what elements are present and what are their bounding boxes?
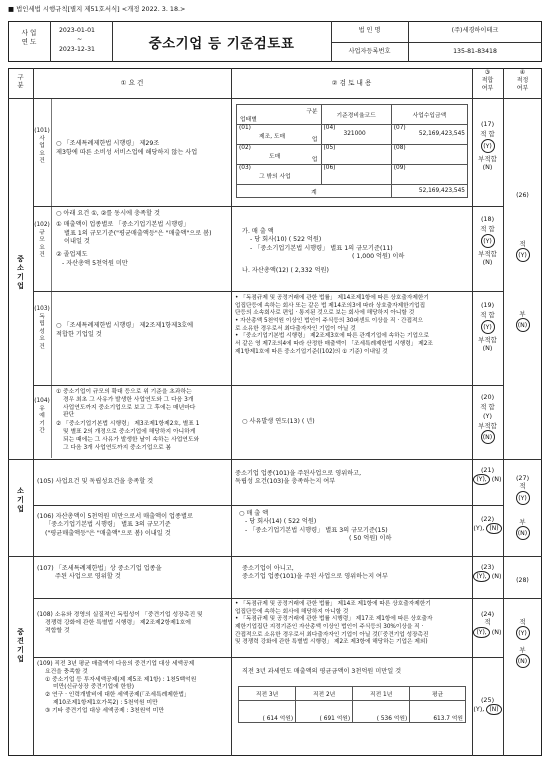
req-line: (109) 직전 3년 평균 매출액이 다음의 중견기업 대상 세액공제 xyxy=(37,661,195,667)
row109-avg-table xyxy=(238,686,466,723)
review-line: 독립성 요건(103)을 충족하는지 여부 xyxy=(235,478,336,486)
req-line: ("평균매출액등"은 "매출액"으로 봄) 이내일 것 xyxy=(45,529,171,537)
fit-no-mark: (N) xyxy=(482,257,493,266)
row109-review-title: 직전 3년 과세연도 매출액의 평균금액이 3천억원 미만일 것 xyxy=(242,668,402,675)
cell-biz: 도매 xyxy=(269,154,281,160)
cell-no: (03) xyxy=(239,165,251,171)
fit-yes-oval: (Y), xyxy=(473,474,489,485)
row107-text xyxy=(37,565,162,582)
judge-circle: (N) xyxy=(516,654,530,668)
table-row xyxy=(237,125,322,145)
review-line: 중소기업이 아니고, xyxy=(242,565,294,572)
table-row xyxy=(237,165,322,185)
section-small: 소 기 업 xyxy=(17,487,24,514)
row101-judge: (26) xyxy=(516,192,529,199)
req-line: ○ 아래 요건 ①, ②를 동시에 충족할 것 xyxy=(56,210,160,217)
row102-judge xyxy=(503,240,542,262)
review-line: • 「독점규제 및 공정거래에 관한 법률 시행령」 제17조 제1항에 따른 상호출자 xyxy=(235,616,433,623)
cell-no: (09) xyxy=(393,165,406,171)
row102-text xyxy=(56,210,230,268)
row104-fit xyxy=(472,393,503,444)
judge-label: 부 xyxy=(519,518,526,526)
cell-rev: 52,169,423,545 xyxy=(418,131,465,137)
cell-no: (02) xyxy=(239,145,251,151)
row109-text xyxy=(37,661,196,716)
review-line: ○ 매 출 액 xyxy=(239,510,269,517)
judge-label: 부 xyxy=(519,646,526,654)
table-row xyxy=(321,145,391,165)
req-line: ① 중소기업 등 투자세액공제(제 제5조 제1항) : 1천5백억원 xyxy=(45,676,197,683)
avg-header: 직전 1년 xyxy=(353,687,410,701)
avg-value: 613.7 억원 xyxy=(433,716,463,722)
review-line: - 「중소기업기본법 시행령」 별표 1의 규모기준(11) xyxy=(250,244,393,252)
fit-yes-label: 적 xyxy=(484,618,491,627)
avg-cell: ( 536 억원) xyxy=(353,701,410,723)
h-rev: 사업수입금액 xyxy=(391,105,467,125)
cell-no: (08) xyxy=(393,145,406,151)
row108-fit xyxy=(472,610,503,638)
row107-review xyxy=(242,565,388,582)
req-line: 제10조제1항제1호가목2) : 5천억원 미만 xyxy=(53,700,158,707)
row105-fit xyxy=(472,466,503,485)
avg-value: 536 억원 xyxy=(380,716,405,722)
fit-no-label: 부적합 xyxy=(478,335,497,344)
review-line: 나. 자산총액(12) ( 2,332 억원) xyxy=(242,267,329,275)
review-line: • 「독점규제 및 공정거래에 관한 법률」 제14조제1항에 따른 상호출자제한기 xyxy=(235,295,429,301)
row101-label: (101) 사 업 요 건 xyxy=(34,128,50,165)
row107-fit xyxy=(472,563,503,582)
row101-text: ○ 「조세특례제한법 시행령」 제29조 제3항에 따른 소비성 서비스업에 해당하지 않는 사업 xyxy=(56,140,198,156)
h-gubun: 구분 xyxy=(306,109,318,115)
review-line: 가. 매 출 액 xyxy=(242,228,274,235)
row106-text xyxy=(37,513,193,538)
fit-no: (18) xyxy=(480,215,495,223)
row102-label: (102) 규 모 요 건 xyxy=(34,222,50,259)
fit-yes-oval: (Y), xyxy=(473,627,489,638)
row109-judge xyxy=(503,646,542,668)
req-line: 판단 xyxy=(63,412,75,419)
review-line: 서 같은 영 제7조의4에 따라 산정한 매출액이 「조세특례제한법 시행령」 제2조 xyxy=(235,341,433,348)
row102-fit xyxy=(472,215,503,266)
judge-label: 적 xyxy=(519,482,526,491)
fit-no-label: 부적합 xyxy=(478,249,497,258)
cell-biz: 그 밖의 사업 xyxy=(259,174,291,180)
biz-no-label: 사업자등록번호 xyxy=(348,48,391,55)
req-line: 그 다음 3개 사업연도까지 중소기업으로 봄 xyxy=(63,444,172,451)
cell-biz: 제조, 도매 xyxy=(259,134,286,140)
row108-judge xyxy=(503,618,542,640)
req-line: ② 「중소기업기본법 시행령」 제3조제1항제2호, 별표 1 xyxy=(56,421,200,428)
col-gubun: 구 분 xyxy=(17,73,24,90)
row108-review xyxy=(235,601,433,647)
avg-cell xyxy=(410,701,466,723)
corp-name: (주)세경하이테크 xyxy=(451,27,499,34)
fit-yes-label: 적 합 xyxy=(480,225,495,234)
row105-text: (105) 사업요건 및 독립성요건을 충족할 것 xyxy=(37,478,154,485)
req-line: 경쟁력 강화에 관한 특별법 시행령」 제2조제2항제1호에 xyxy=(45,619,191,626)
cell-code: 321000 xyxy=(343,131,366,137)
judge-circle: (Y) xyxy=(516,248,530,262)
row103-text: ○ 「조세특례제한법 시행령」 제2조제1항제3호에 적합한 기업일 것 xyxy=(56,322,194,338)
fit-yes-label: 적 합 xyxy=(480,311,495,320)
review-line: 제1항제1호에 따른 중소기업기준((102)의 ① 기준) 이내일 것 xyxy=(235,348,388,355)
fit-yes-mark: (Y), xyxy=(473,524,485,533)
row101-fit xyxy=(472,120,503,171)
req-line: 사업연도까지 중소기업으로 보고 그 후에는 매년마다 xyxy=(63,404,196,411)
row104-review: ○ 사유발생 연도(13) ( 년) xyxy=(242,418,315,425)
req-line: (108) 소유와 경영의 실질적인 독립성이 「중견기업 성장촉진 및 xyxy=(37,612,203,618)
req-line: - 자산총액 5천억원 미만 xyxy=(62,259,128,267)
avg-header: 직전 3년 xyxy=(239,687,296,701)
col-judge: ④ 적정 여부 xyxy=(516,69,529,92)
fit-no: (17) xyxy=(480,120,495,128)
fit-no: (20) xyxy=(480,393,495,401)
req-line: ② 졸업제도 xyxy=(56,251,88,259)
table-row xyxy=(391,145,467,165)
row103-judge xyxy=(503,310,542,332)
avg-cell: ( 691 억원) xyxy=(296,701,353,723)
fit-no-label: 부적합 xyxy=(478,421,497,430)
row108-text xyxy=(37,612,203,636)
fit-yes-oval: (Y), xyxy=(473,571,489,582)
req-line: 및 별표 2의 개정으로 중소기업에 해당하지 아니하게 xyxy=(63,429,196,436)
total-value: 52,169,423,545 xyxy=(391,185,467,198)
avg-value: 691 억원 xyxy=(323,716,348,722)
req-line: ② 연구 · 인력개발비에 대한 세액공제(「조세특례제한법」 xyxy=(45,692,190,699)
fit-no-mark: (N) xyxy=(482,343,493,352)
req-line: 적합할 것 xyxy=(45,627,70,634)
review-line: 단등의 소속회사로 편입 · 통지된 것으로 보는 회사에 해당하지 아니할 것 xyxy=(235,310,415,317)
fit-no-oval: (N) xyxy=(486,523,501,534)
biz-no: 135-81-83418 xyxy=(453,48,497,55)
avg-value: 614 억원 xyxy=(266,716,291,722)
review-line: • 자산총액 5천억원 이상인 법인이 주식등의 30퍼센트 이상을 직 · 간접적으 xyxy=(235,318,423,325)
fit-yes-mark: (Y) xyxy=(483,411,492,420)
fit-no-mark: (N) xyxy=(491,627,502,636)
req-line: 별표 1의 규모기준("평균매출액등"은 "매출액"으로 봄) xyxy=(64,229,212,237)
cell-no: (06) xyxy=(323,165,336,171)
judge-circle: (N) xyxy=(516,318,530,332)
period-tilde: ~ xyxy=(77,36,83,43)
table-row xyxy=(321,125,391,145)
form-title: 중소기업 등 기준검토표 xyxy=(148,36,295,52)
req-line: 요건을 충족할 것 xyxy=(45,668,88,675)
fit-no: (22) xyxy=(480,515,495,523)
judge-circle: (Y) xyxy=(516,626,530,640)
req-line: (106) 자산총액이 5천억원 미만으로서 매출액이 업종별로 xyxy=(37,513,193,520)
table-header-cell xyxy=(237,105,322,125)
req-line: (107) 「조세특례제한법」상 중소기업 업종을 xyxy=(37,565,162,572)
fit-yes-mark: (Y), xyxy=(473,705,485,714)
fit-no-label: 부적합 xyxy=(478,154,497,163)
judge-label: 적 xyxy=(519,618,526,626)
row102-review xyxy=(242,228,470,276)
row103-label: (103) 독 립 성 요 건 xyxy=(34,306,50,350)
col-fit: ③ 적합 여부 xyxy=(481,69,494,92)
req-line: 되는 때에는 그 사유가 발생한 날이 속하는 사업연도와 xyxy=(63,436,200,443)
section-mid: 중 견 기 업 xyxy=(17,628,24,664)
corp-name-label: 법 인 명 xyxy=(358,27,381,34)
fit-yes-label: 적 합 xyxy=(480,403,495,412)
row105-review xyxy=(235,470,361,487)
review-line: ( 50 억원) 이하 xyxy=(349,535,392,543)
fit-no: (23) xyxy=(480,563,495,571)
h-code: 기준경비율코드 xyxy=(321,105,391,125)
table-row xyxy=(237,145,322,165)
period-label: 사 업 연 도 xyxy=(21,29,37,46)
row104-label: (104) 유 예 기 간 xyxy=(34,398,50,435)
table-row xyxy=(391,125,467,145)
period-end: 2023-12-31 xyxy=(59,46,95,53)
req-line: ① 매출액이 업종별로 「중소기업기본법 시행령」 xyxy=(56,221,190,229)
col-requirements: ① 요 건 xyxy=(120,79,144,87)
req-line: 주된 사업으로 영위할 것 xyxy=(55,573,121,581)
review-line: 중소기업 업종(101)을 주된사업으로 영위하고, xyxy=(235,470,362,477)
review-line: 로 소유한 경우로서 최다출자자인 기업이 아닐 것 xyxy=(235,325,356,332)
fit-no-circle: (N) xyxy=(481,430,495,444)
cell-up: 업 xyxy=(311,157,318,163)
req-line: 「중소기업기본법 시행령」 별표 3의 규모기준 xyxy=(45,521,171,529)
form-note: ■ 법인세법 시행규칙[별지 제51호서식] <개정 2022. 3. 18.> xyxy=(8,5,186,13)
row106-review xyxy=(239,510,392,543)
fit-yes-label: 적 합 xyxy=(480,130,495,139)
review-line: • 「중소기업기본법 시행령」 제2조제3호에 따른 관계기업에 속하는 기업으로 xyxy=(235,333,429,340)
cell-no: (04) xyxy=(323,125,336,131)
cell-no: (01) xyxy=(239,125,251,131)
req-line: ① 중소기업이 규모의 확대 등으로 위 기준을 초과하는 xyxy=(56,389,192,395)
review-line: - 「중소기업기본법 시행령」 별표 3의 규모기준(15) xyxy=(245,526,388,534)
cell-up: 업 xyxy=(311,137,318,143)
row104-text xyxy=(56,389,231,453)
col-review: ② 검 토 내 용 xyxy=(331,79,372,87)
fit-no-mark: (N) xyxy=(491,572,502,581)
section-sme: 중 소 기 업 xyxy=(17,255,24,291)
row105-judge xyxy=(503,474,542,505)
fit-no: (19) xyxy=(480,301,495,309)
row106-fit xyxy=(472,515,503,534)
review-line: 중소기업 업종(101)을 주된 사업으로 영위하는지 여부 xyxy=(242,573,389,581)
cell-no: (05) xyxy=(323,145,336,151)
h-biz: 업태별 xyxy=(240,117,257,123)
req-line: 미만(신규상장 중견기업에 한함) xyxy=(53,684,135,691)
fit-no: (25) xyxy=(480,696,495,704)
req-line: ③ 기타 중견기업 대상 세액공제 : 3천원억 미만 xyxy=(45,707,164,714)
fit-no-oval: (N) xyxy=(486,704,501,715)
row103-review xyxy=(235,295,471,357)
review-line: 및 경쟁력 강화에 관한 특별법 시행령」 제2조 제3항에 해당하는 기업은 제외) xyxy=(235,639,428,646)
review-line: 간접적으로 소유한 경우로서 최다출자자인 기업이 아닐 것(「중견기업 성장촉진 xyxy=(235,631,429,638)
review-line: ( 1,000 억원) 이하 xyxy=(352,253,405,261)
judge-label: 적 xyxy=(519,240,526,248)
fit-no-mark: (N) xyxy=(491,475,502,484)
fit-yes-circle: (Y) xyxy=(481,234,495,248)
review-line: 제한기업집단 지정기준인 자산총액 이상인 법인이 주식등의 30%이상을 직 · xyxy=(235,624,424,631)
judge-circle: (Y) xyxy=(516,491,530,505)
review-line: - 당 회사(10) ( 522 억원) xyxy=(250,236,322,244)
req-line: 경우 최초 그 사유가 발생한 사업연도와 그 다음 3개 xyxy=(63,396,194,403)
judge-circle: (N) xyxy=(516,526,530,540)
review-line: 업집단등에 속하는 회사에 해당하지 아니할 것 xyxy=(235,608,349,615)
fit-no: (24) xyxy=(480,610,495,618)
review-line: 업집단등에 속하는 회사 또는 같은 법 제14조의3에 따라 상호출자제한기업집 xyxy=(235,302,426,309)
review-line: - 당 회사(14) ( 522 억원) xyxy=(245,518,317,526)
fit-yes-circle: (Y) xyxy=(481,139,495,153)
avg-header: 직전 2년 xyxy=(296,687,353,701)
row107-judge: (28) xyxy=(516,577,529,584)
judge-no: (27) xyxy=(515,474,530,482)
judge-label: 부 xyxy=(519,310,526,318)
table-row xyxy=(391,165,467,185)
row103-fit xyxy=(472,301,503,352)
avg-header: 평균 xyxy=(410,687,466,701)
req-line: 이내일 것 xyxy=(64,238,90,246)
avg-cell: ( 614 억원) xyxy=(239,701,296,723)
fit-yes-circle: (Y) xyxy=(481,320,495,334)
row101-biz-table xyxy=(236,104,468,198)
cell-no: (07) xyxy=(393,125,406,131)
table-row xyxy=(321,165,391,185)
total-label: 계 xyxy=(237,185,392,198)
row106-judge xyxy=(503,518,542,540)
review-line: • 「독점규제 및 공정거래에 관한 법률」 제14조 제1항에 따른 상호출자제한기 xyxy=(235,601,431,607)
row109-fit xyxy=(472,696,503,715)
fit-no-mark: (N) xyxy=(482,162,493,171)
fit-no: (21) xyxy=(480,466,495,474)
period-start: 2023-01-01 xyxy=(59,27,95,34)
